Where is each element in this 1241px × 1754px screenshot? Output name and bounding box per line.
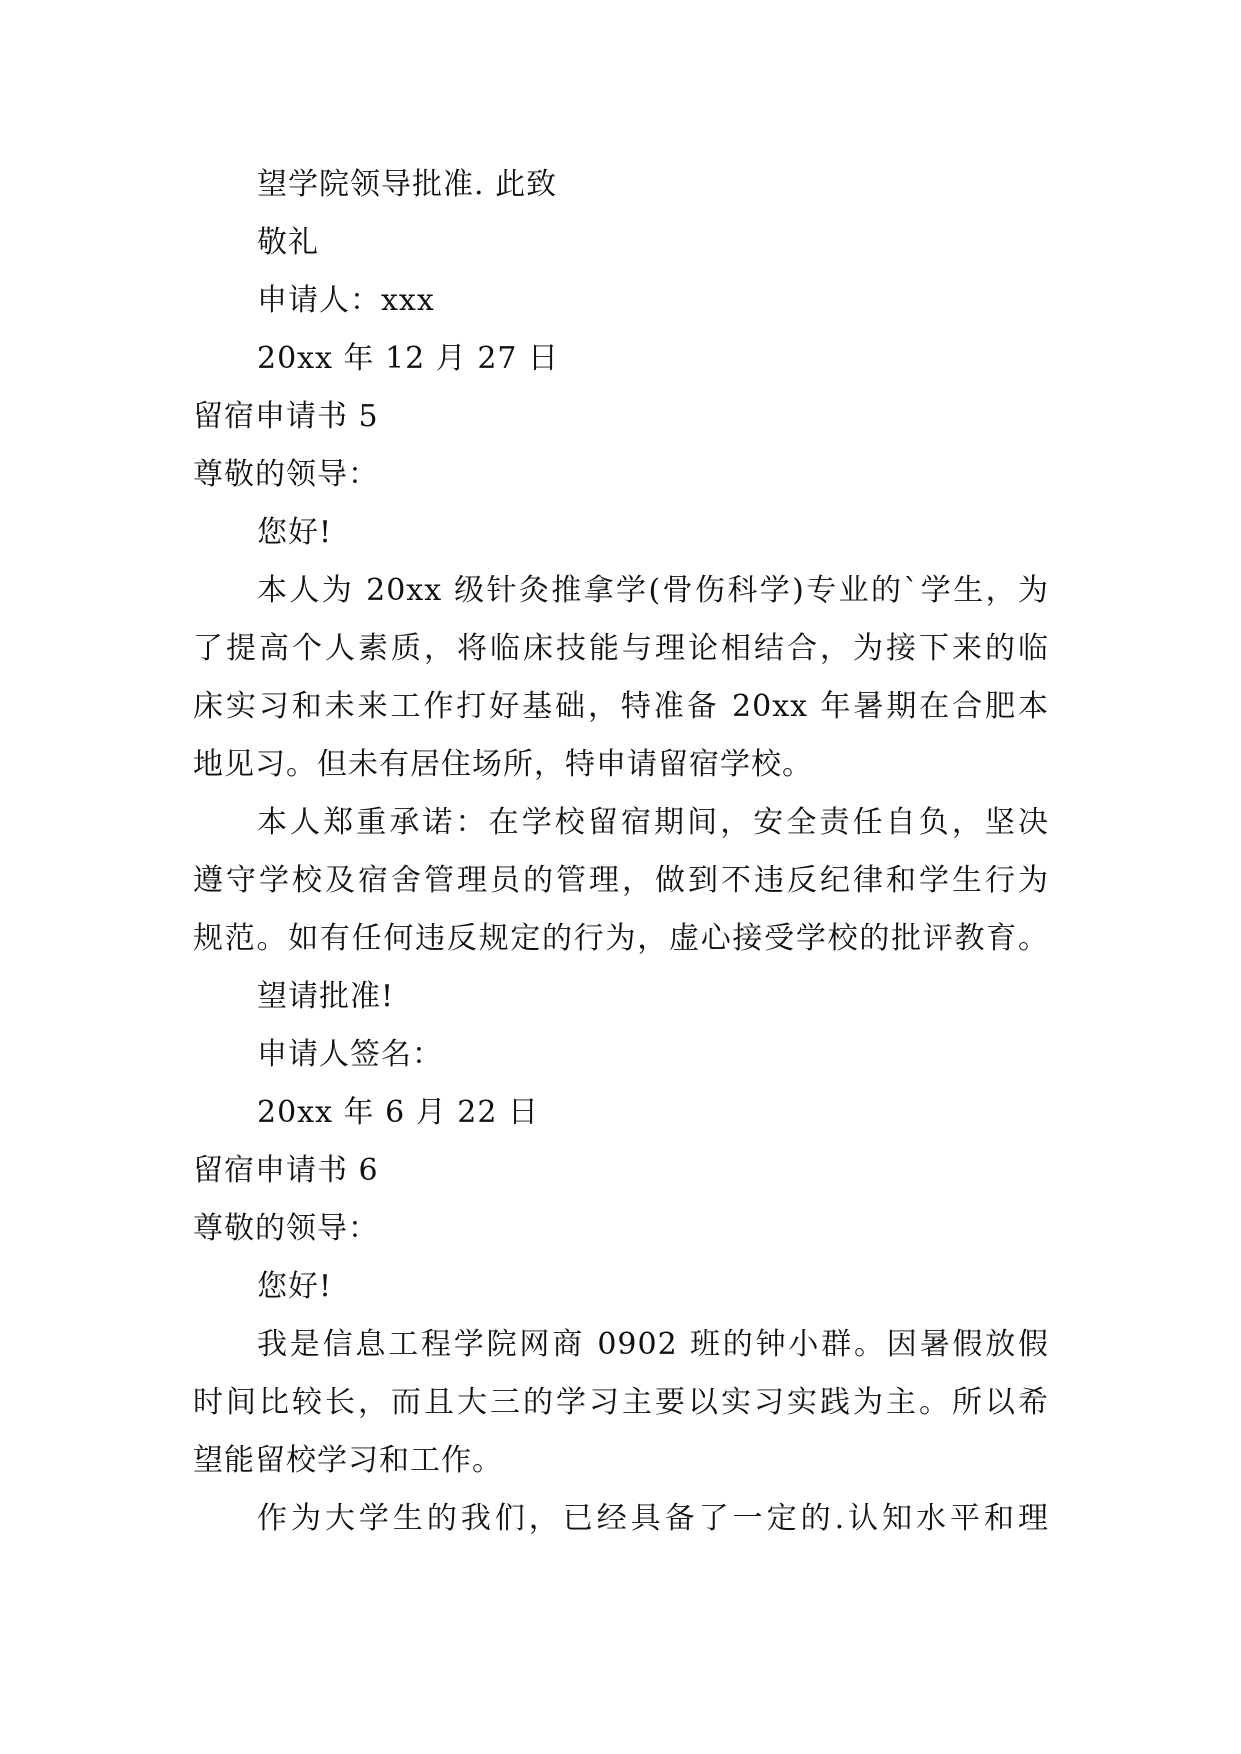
section-title-5: 留宿申请书 5 — [193, 399, 379, 434]
greeting-hello: 您好! — [257, 515, 333, 550]
paragraph-line: 我是信息工程学院网商 0902 班的钟小群。因暑假放假 — [257, 1327, 1049, 1362]
paragraph-line: 作为大学生的我们，已经具备了一定的.认知水平和理 — [257, 1501, 1049, 1536]
greeting-leader: 尊敬的领导： — [193, 1211, 379, 1246]
applicant-line: 申请人：xxx — [257, 283, 435, 318]
paragraph-line: 了提高个人素质，将临床技能与理论相结合，为接下来的临 — [193, 631, 1049, 666]
paragraph-line: 遵守学校及宿舍管理员的管理，做到不违反纪律和学生行为 — [193, 863, 1049, 898]
greeting-hello: 您好! — [257, 1269, 333, 1304]
paragraph-line: 时间比较长，而且大三的学习主要以实习实践为主。所以希 — [193, 1385, 1049, 1420]
greeting-leader: 尊敬的领导： — [193, 457, 379, 492]
paragraph-line: 床实习和未来工作打好基础，特准备 20xx 年暑期在合肥本 — [193, 689, 1049, 724]
paragraph-line: 本人为 20xx 级针灸推拿学(骨伤科学)专业的`学生，为 — [257, 573, 1049, 608]
signature-line: 申请人签名： — [257, 1037, 443, 1072]
paragraph-line: 规范。如有任何违反规定的行为，虚心接受学校的批评教育。 — [193, 921, 1049, 956]
date-line: 20xx 年 6 月 22 日 — [257, 1095, 539, 1130]
request-approval: 望请批准! — [257, 979, 395, 1014]
closing-request-line: 望学院领导批准. 此致 — [257, 167, 558, 202]
salutation-jingli: 敬礼 — [257, 225, 319, 260]
date-line: 20xx 年 12 月 27 日 — [257, 341, 560, 376]
paragraph-line: 望能留校学习和工作。 — [193, 1443, 503, 1478]
paragraph-line: 本人郑重承诺：在学校留宿期间，安全责任自负，坚决 — [257, 805, 1049, 840]
section-title-6: 留宿申请书 6 — [193, 1153, 379, 1188]
paragraph-line: 地见习。但未有居住场所，特申请留宿学校。 — [193, 747, 813, 782]
